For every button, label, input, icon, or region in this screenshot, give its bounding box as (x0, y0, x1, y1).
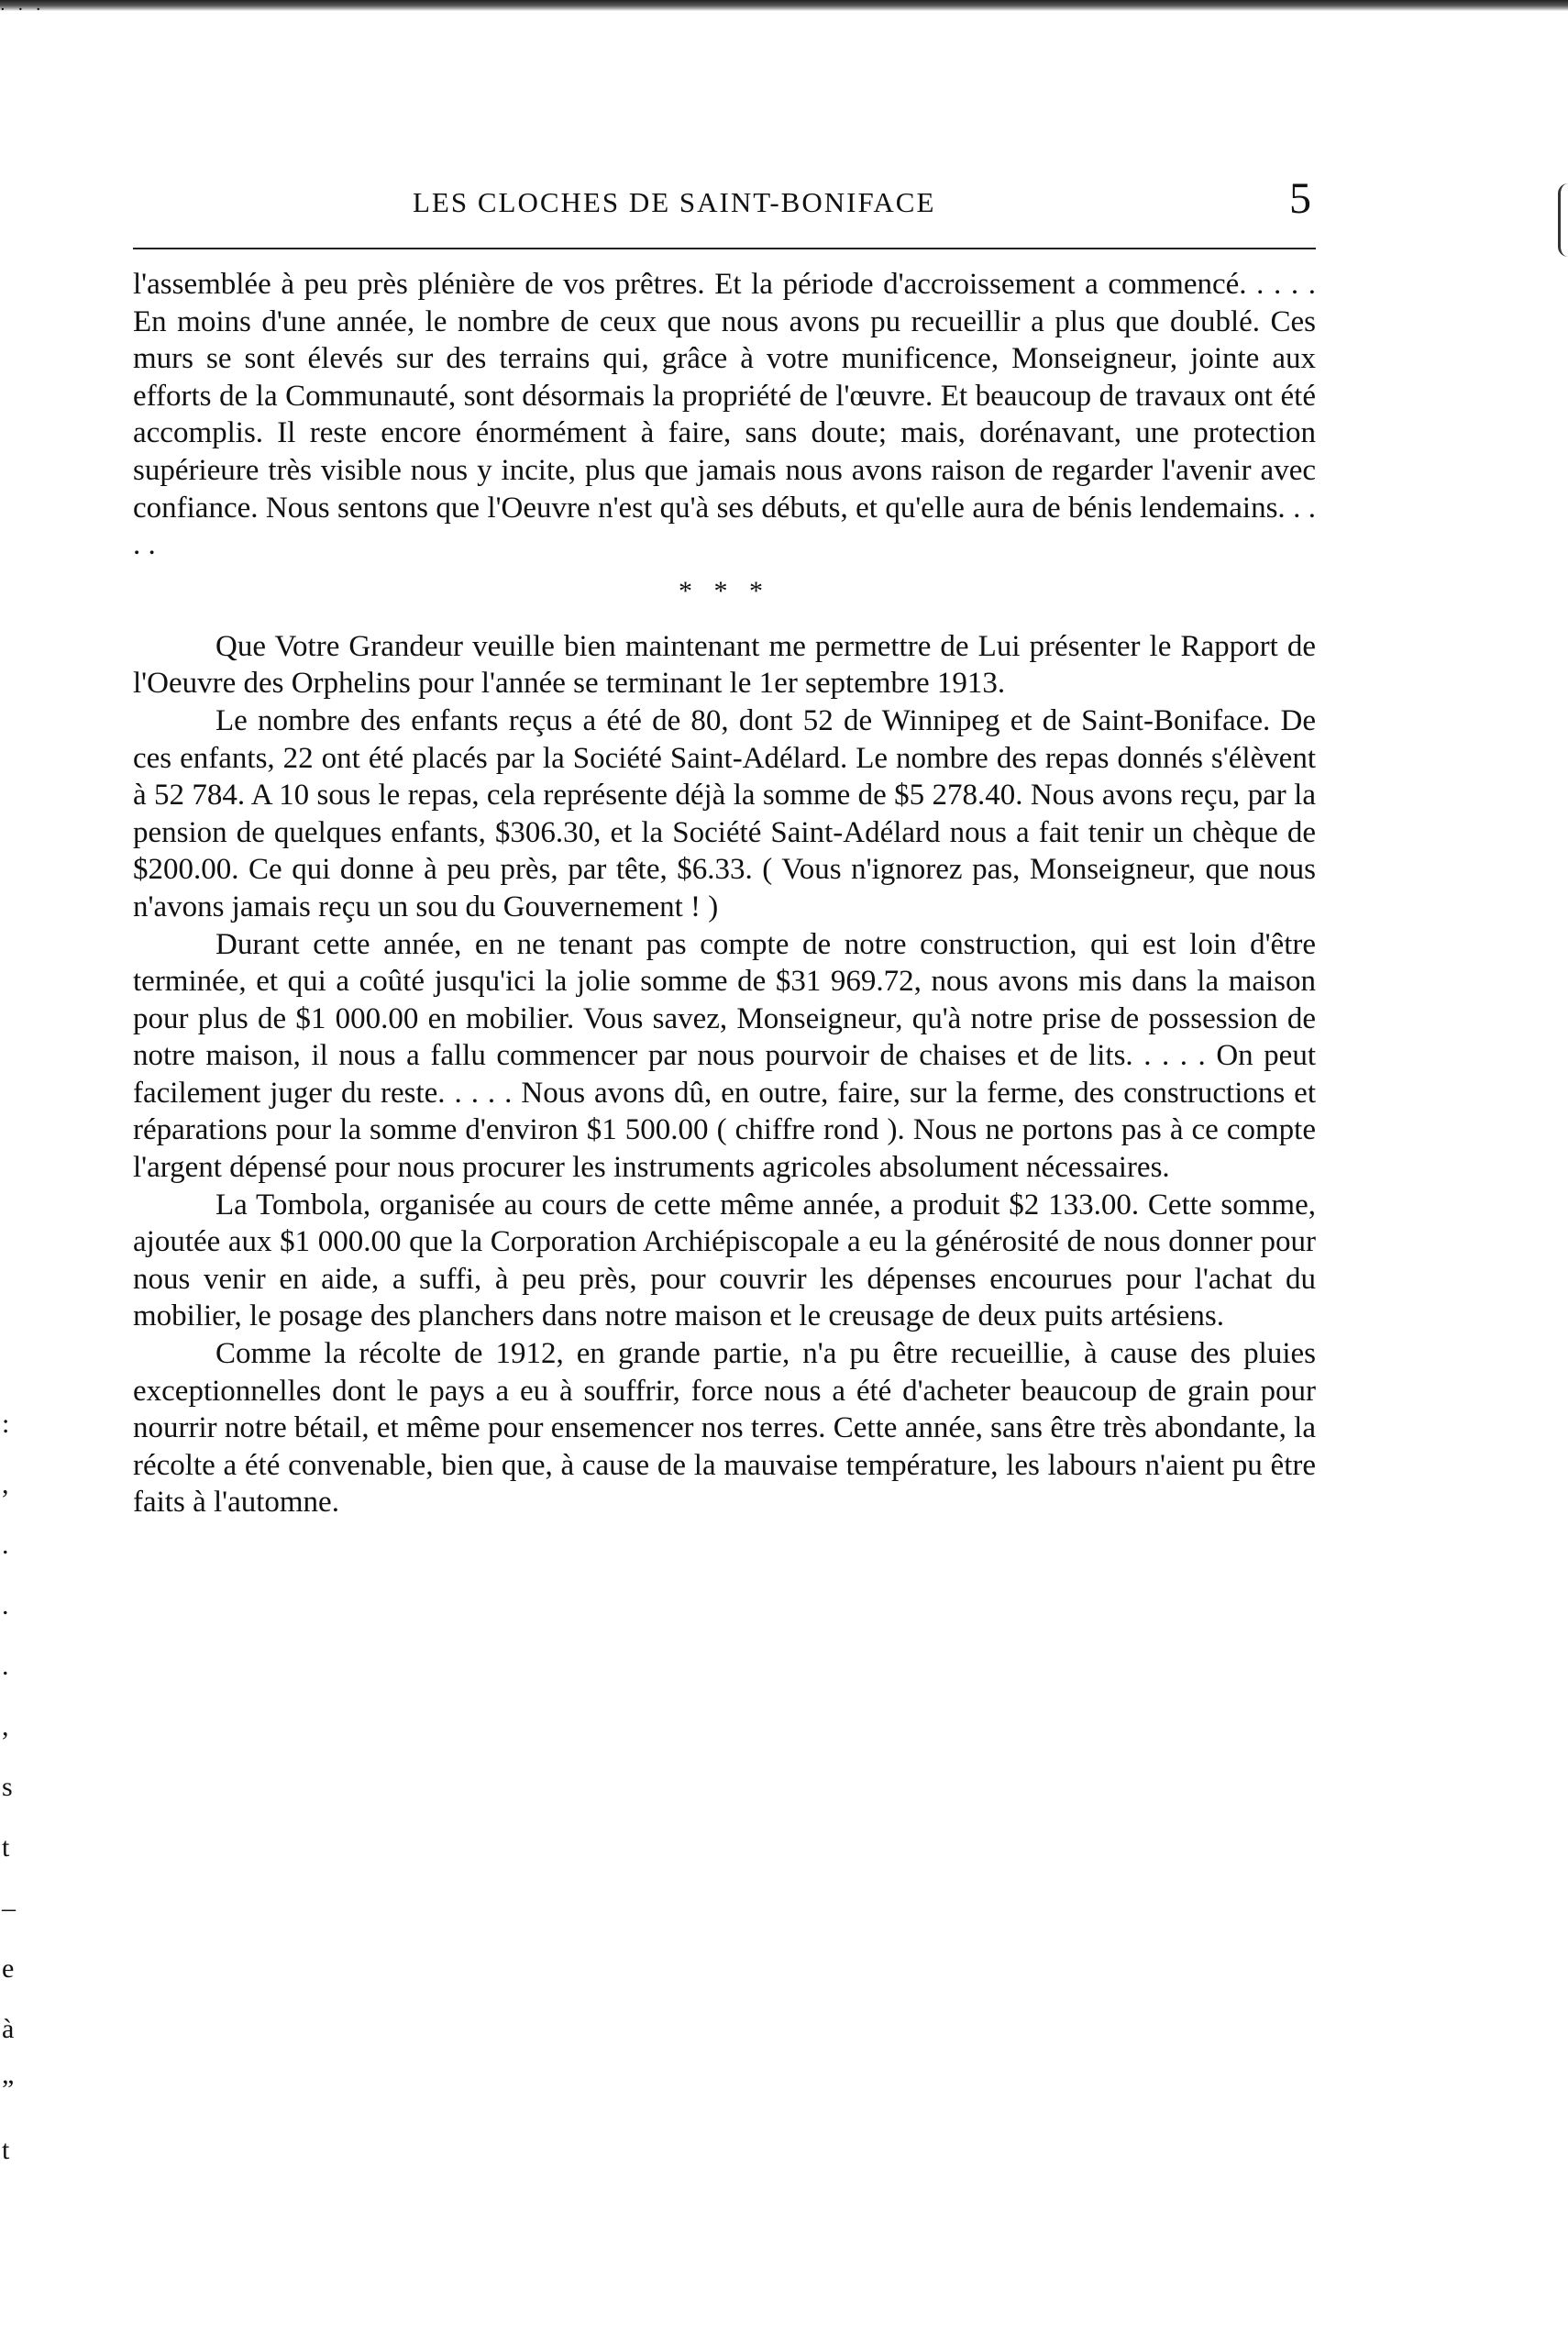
margin-fragment: . (2, 1530, 9, 1560)
running-title: LES CLOCHES DE SAINT-BONIFACE (413, 186, 936, 218)
paragraph-4: Durant cette année, en ne tenant pas compte de notre construction, qui est loin d'être terminée, et qui a coûté jusqu'ici la jolie somme de $31 969.72, nous avons mis dans la maison pour plus de $1 000.00 en mobilier. Vous savez, Monseigneur, qu'à notre prise de possession de notre maison, il nous a fallu commencer par nous pourvoir de chaises et de lits. . . . . On peut facilement juger du reste. . . . . Nous avons dû, en outre, faire, sur la ferme, des constructions et réparations pour la somme d'environ $1 500.00 ( chiffre rond ). Nous ne portons pas à ce compte l'argent dépensé pour nous procurer les instruments agricoles absolument nécessaires. (133, 927, 1316, 1185)
margin-fragment: : (2, 1409, 10, 1439)
body-text (133, 266, 1316, 1521)
paragraph-3: Le nombre des enfants reçus a été de 80, dont 52 de Winnipeg et de Saint-Boniface. De ces enfants, 22 ont été placés par la Société Saint-Adélard. Le nombre des repas donnés s'élèvent à 52 784. A 10 sous le repas, cela représente déjà la somme de $5 278.40. Nous avons reçu, par la pension de quelques enfants, $306.30, et la Société Saint-Adélard nous a fait tenir un chèque de $200.00. Ce qui donne à peu près, par tête, $6.33. ( Vous n'ignorez pas, Monseigneur, que nous n'avons jamais reçu un sou du Gouvernement ! ) (133, 703, 1316, 923)
margin-fragment: . (2, 1651, 9, 1681)
paragraph-5: La Tombola, organisée au cours de cette même année, a produit $2 133.00. Cette somme, ajoutée aux $1 000.00 que la Corporation Archiépiscopale a eu la générosité de nous donner pour nous venir en aide, a suffi, à peu près, pour couvrir les dépenses encourues pour l'achat du mobilier, le posage des planchers dans notre maison et le creusage de deux puits artésiens. (133, 1188, 1316, 1333)
margin-fragment: . (2, 1590, 9, 1620)
margin-fragment: , (2, 1711, 9, 1741)
paragraph-1: l'assemblée à peu près plénière de vos prêtres. Et la période d'accroissement a commencé. . . . . En moins d'une année, le nombre de ceux que nous avons pu recueillir a plus que doublé. Ces murs se sont élevés sur des terrains qui, grâce à votre munificence, Monseigneur, jointe aux efforts de la Communauté, sont désormais la propriété de l'œuvre. Et beaucoup de travaux ont été accomplis. Il reste encore énormément à faire, sans doute; mais, dorénavant, une protection supérieure très visible nous y incite, plus que jamais nous avons raison de regarder l'avenir avec confiance. Nous sentons que l'Oeuvre n'est qu'à ses débuts, et qu'elle aura de bénis lendemains. . . . . (133, 268, 1316, 562)
page-edge-shadow (1558, 183, 1568, 257)
margin-fragment: t (2, 2135, 10, 2165)
top-scan-border (0, 0, 1568, 11)
paragraph-2: Que Votre Grandeur veuille bien maintenant me permettre de Lui présenter le Rapport de l'Oeuvre des Orphelins pour l'année se terminant le 1er septembre 1913. (133, 629, 1316, 701)
margin-fragment: e (2, 1953, 15, 1984)
header-rule (133, 248, 1316, 249)
left-margin-fragments (2, 1394, 39, 2181)
asterism (133, 564, 1316, 628)
margin-fragment: t (2, 1832, 10, 1863)
running-head (138, 174, 1311, 234)
margin-fragment: s (2, 1772, 13, 1802)
margin-fragment: ” (2, 2074, 15, 2105)
page-number: 5 (1289, 174, 1311, 223)
margin-fragment: à (2, 2014, 15, 2044)
margin-fragment: – (2, 1893, 16, 1923)
asterism-glyphs: * * * (679, 575, 770, 606)
paragraph-6: Comme la récolte de 1912, en grande partie, n'a pu être recueillie, à cause des pluies exceptionnelles dont le pays a eu à souffrir, force nous a été d'acheter beaucoup de grain pour nourrir notre bétail, et même pour ensemencer nos terres. Cette année, sans être très abondante, la récolte a été convenable, bien que, à cause de la mauvaise température, les labours n'aient pu être faits à l'automne. (133, 1337, 1316, 1520)
margin-fragment: , (2, 1469, 9, 1499)
top-scan-marks: · · · (0, 0, 45, 19)
